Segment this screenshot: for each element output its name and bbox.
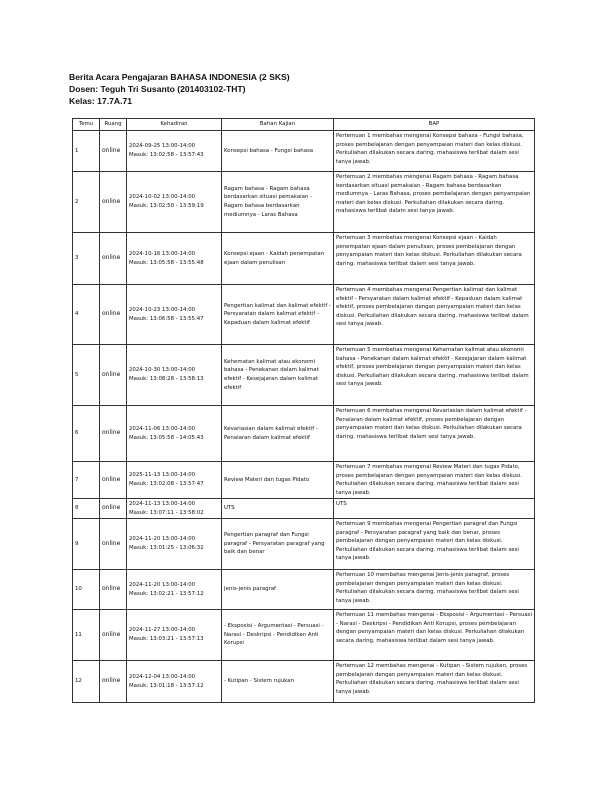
scheduled-time: 2024-11-20 13:00-14:00 bbox=[129, 581, 196, 588]
room-cell: online bbox=[100, 610, 127, 661]
scheduled-time: 2024-11-27 13:00-14:00 bbox=[129, 627, 196, 634]
room-cell: online bbox=[100, 499, 127, 519]
check-in-time: Masuk: 13:05:58 - 13:55:48 bbox=[129, 259, 204, 266]
check-in-time: Masuk: 13:07:11 - 13:58:02 bbox=[129, 509, 204, 516]
room-cell: online bbox=[100, 661, 127, 703]
meeting-number: 2 bbox=[73, 172, 100, 233]
table-row bbox=[73, 131, 535, 172]
document-header bbox=[69, 71, 541, 119]
check-in-time: Masuk: 13:01:18 - 13:57:12 bbox=[129, 682, 204, 689]
study-material-cell: Pengertian paragraf dan Fungsi paragraf - Persyaratan paragraf yang baik dan benar bbox=[222, 519, 334, 570]
attendance-cell bbox=[127, 131, 222, 172]
table-row bbox=[73, 285, 535, 345]
meeting-number: 3 bbox=[73, 233, 100, 285]
table-row bbox=[73, 406, 535, 462]
bap-cell: Pertemuan 3 membahas mengenai Konsepsi ejaan - Kaidah penempatan ejaan dalam penulisan, proses pembelajaran dengan penyampaian materi dan kelas diskusi. Perkuliahan dilakukan secara daring. mahasiswa terlibat dalam sesi tanya jawab. bbox=[334, 233, 535, 285]
attendance-cell bbox=[127, 462, 222, 499]
lecturer-line: Dosen: Teguh Tri Susanto (201403102-THT) bbox=[69, 84, 246, 94]
table-row bbox=[73, 345, 535, 406]
attendance-cell bbox=[127, 172, 222, 233]
scheduled-time: 2024-11-13 13:00-14:00 bbox=[129, 500, 196, 507]
study-material-cell: - Eksposisi - Argumentasi - Persuasi - Narasi - Deskripsi - Pendidikan Anti Korupsi bbox=[222, 610, 334, 661]
check-in-time: Masuk: 13:05:58 - 14:05:43 bbox=[129, 434, 204, 441]
meeting-number: 5 bbox=[73, 345, 100, 406]
document-title: Berita Acara Pengajaran BAHASA INDONESIA (2 SKS) bbox=[69, 72, 290, 82]
class-line: Kelas: 17.7A.71 bbox=[69, 96, 133, 106]
room-cell: online bbox=[100, 172, 127, 233]
scheduled-time: 2024-10-23 13:00-14:00 bbox=[129, 306, 196, 313]
check-in-time: Masuk: 13:02:21 - 13:57:12 bbox=[129, 590, 204, 597]
study-material-cell: Kevariasian dalam kalimat efektif - Penalaran dalam kalimat efektif bbox=[222, 406, 334, 462]
check-in-time: Masuk: 13:08:28 - 13:58:13 bbox=[129, 376, 204, 382]
meeting-number: 1 bbox=[73, 131, 100, 172]
study-material-cell: Ragam bahasa - Ragam bahasa berdasarkan situasi pemakaian - Ragam bahasa berdasarkan mediumnya - Laras Bahasa bbox=[222, 172, 334, 233]
room-cell: online bbox=[100, 406, 127, 462]
scheduled-time: 2024-10-16 13:00-14:00 bbox=[129, 250, 196, 257]
scheduled-time: 2024-10-30 13:00-14:00 bbox=[129, 367, 196, 374]
room-cell: online bbox=[100, 519, 127, 570]
attendance-cell bbox=[127, 661, 222, 703]
attendance-table bbox=[72, 118, 535, 703]
scheduled-time: 2024-12-04 13:00-14:00 bbox=[129, 673, 196, 680]
table-row bbox=[73, 661, 535, 703]
meeting-number: 11 bbox=[73, 610, 100, 661]
meeting-number: 8 bbox=[73, 499, 100, 519]
column-header-ruang: Ruang bbox=[100, 119, 127, 131]
bap-cell: Pertemuan 7 membahas mengenai Review Materi dan tugas Pidato, proses pembelajaran dengan penyampaian materi dan kelas diskusi. Perkuliahan dilakukan secara daring. mahasiswa terlibat dalam sesi tanya jawab. bbox=[334, 462, 535, 499]
room-cell: online bbox=[100, 462, 127, 499]
meeting-number: 4 bbox=[73, 285, 100, 345]
attendance-cell bbox=[127, 570, 222, 610]
attendance-cell bbox=[127, 610, 222, 661]
study-material-cell: Pengertian kalimat dan kalimat efektif - Persyaratan dalam kalimat efektif - Kepaduan dalam kalimat efektif bbox=[222, 285, 334, 345]
column-header-bahan-kajian: Bahan Kajian bbox=[222, 119, 334, 131]
table-row bbox=[73, 570, 535, 610]
bap-cell: Pertemuan 1 membahas mengenai Konsepsi bahasa - Fungsi bahasa, proses pembelajaran dengan penyampaian materi dan kelas diskusi. Perkuliahan dilakukan secara daring. mahasiswa terlibat dalam sesi tanya jawab. bbox=[334, 131, 535, 172]
study-material-cell: Kehematan kalimat atau ekonomi bahasa - Penekanan dalam kalimat efektif - Kesejajaran dalam kalimat efektif bbox=[222, 345, 334, 406]
attendance-cell bbox=[127, 519, 222, 570]
column-header-kehadiran: Kehadiran bbox=[127, 119, 222, 131]
room-cell: online bbox=[100, 570, 127, 610]
meeting-number: 7 bbox=[73, 462, 100, 499]
meeting-number: 9 bbox=[73, 519, 100, 570]
attendance-cell bbox=[127, 345, 222, 406]
meeting-number: 12 bbox=[73, 661, 100, 703]
check-in-time: Masuk: 13:02:50 - 13:59:19 bbox=[129, 203, 204, 209]
bap-cell: Pertemuan 4 membahas mengenai Pengertian kalimat dan kalimat efektif - Persyaratan dalam kalimat efektif - Kepaduan dalam kalimat efektif, proses pembelajaran dengan penyampaian materi dan kelas diskusi. Perkuliahan dilakukan secara daring. mahasiswa terlibat dalam sesi tanya jawab. bbox=[334, 285, 535, 345]
table-row bbox=[73, 462, 535, 499]
meeting-number: 6 bbox=[73, 406, 100, 462]
room-cell: online bbox=[100, 233, 127, 285]
attendance-cell bbox=[127, 233, 222, 285]
table-row bbox=[73, 233, 535, 285]
table-row bbox=[73, 499, 535, 519]
check-in-time: Masuk: 13:01:25 - 13:06:32 bbox=[129, 545, 204, 551]
table-header-row bbox=[73, 119, 535, 131]
table-row bbox=[73, 172, 535, 233]
scheduled-time: 2024-09-25 13:00-14:00 bbox=[129, 143, 196, 150]
room-cell: online bbox=[100, 285, 127, 345]
study-material-cell: Konsepsi ejaan - Kaidah penempatan ejaan dalam penulisan bbox=[222, 233, 334, 285]
check-in-time: Masuk: 13:02:08 - 13:57:47 bbox=[129, 481, 204, 487]
check-in-time: Masuk: 13:03:21 - 13:57:13 bbox=[129, 636, 204, 642]
room-cell: online bbox=[100, 345, 127, 406]
attendance-cell bbox=[127, 406, 222, 462]
study-material-cell: Jenis-jenis paragraf bbox=[222, 570, 334, 610]
bap-cell: Pertemuan 10 membahas mengenai Jenis-jenis paragraf, proses pembelajaran dengan penyampaian materi dan kelas diskusi. Perkuliahan dilakukan secara daring. mahasiswa terlibat dalam sesi tanya jawab. bbox=[334, 570, 535, 610]
column-header-bap: BAP bbox=[334, 119, 535, 131]
bap-cell: Pertemuan 6 membahas mengenai Kevariasian dalam kalimat efektif - Penalaran dalam kalimat efektif, proses pembelajaran dengan penyampaian materi dan kelas diskusi. Perkuliahan dilakukan secara daring. mahasiswa terlibat dalam sesi tanya jawab. bbox=[334, 406, 535, 462]
bap-cell: Pertemuan 2 membahas mengenai Ragam bahasa - Ragam bahasa berdasarkan situasi pemakaian - Ragam bahasa berdasarkan mediumnya - Laras Bahasa, proses pembelajaran dengan penyampaian materi dan kelas diskusi. Perkuliahan dilakukan secara daring. mahasiswa terlibat dalam sesi tanya jawab. bbox=[334, 172, 535, 233]
bap-cell: Pertemuan 11 membahas mengenai - Eksposisi - Argumentasi - Persuasi - Narasi - Deskripsi - Pendidikan Anti Korupsi, proses pembelajaran dengan penyampaian materi dan kelas diskusi. Perkuliahan dilakukan secara daring. mahasiswa terlibat dalam sesi tanya jawab. bbox=[334, 610, 535, 661]
scheduled-time: 2024-11-06 13:00-14:00 bbox=[129, 425, 196, 432]
check-in-time: Masuk: 13:02:58 - 13:57:43 bbox=[129, 152, 204, 158]
bap-cell: Pertemuan 12 membahas mengenai - Kutipan - Sistem rujukan, proses pembelajaran dengan penyampaian materi dan kelas diskusi. Perkuliahan dilakukan secara daring. mahasiswa terlibat dalam sesi tanya jawab. bbox=[334, 661, 535, 703]
check-in-time: Masuk: 13:06:58 - 13:55:47 bbox=[129, 315, 204, 322]
bap-cell: Pertemuan 9 membahas mengenai Pengertian paragraf dan Fungsi paragraf - Persyaratan paragraf yang baik dan benar, proses pembelajaran dengan penyampaian materi dan kelas diskusi. Perkuliahan dilakukan secara daring. mahasiswa terlibat dalam sesi tanya jawab. bbox=[334, 519, 535, 570]
attendance-cell bbox=[127, 285, 222, 345]
study-material-cell: UTS bbox=[222, 499, 334, 519]
attendance-cell bbox=[127, 499, 222, 519]
meeting-number: 10 bbox=[73, 570, 100, 610]
study-material-cell: Konsepsi bahasa - Fungsi bahasa bbox=[222, 131, 334, 172]
table-row bbox=[73, 610, 535, 661]
bap-cell: UTS bbox=[334, 499, 535, 519]
bap-cell: Pertemuan 5 membahas mengenai Kehematan kalimat atau ekonomi bahasa - Penekanan dalam kalimat efektif - Kesejajaran dalam kalimat efektif, proses pembelajaran dengan penyampaian materi dan kelas diskusi. Perkuliahan dilakukan secara daring. mahasiswa terlibat dalam sesi tanya jawab. bbox=[334, 345, 535, 406]
scheduled-time: 2024-10-02 13:00-14:00 bbox=[129, 194, 196, 201]
room-cell: online bbox=[100, 131, 127, 172]
study-material-cell: - Kutipan - Sistem rujukan bbox=[222, 661, 334, 703]
study-material-cell: Review Materi dan tugas Pidato bbox=[222, 462, 334, 499]
table-row bbox=[73, 519, 535, 570]
column-header-temu: Temu bbox=[73, 119, 100, 131]
scheduled-time: 2024-11-20 13:00-14:00 bbox=[129, 536, 196, 543]
scheduled-time: 2025-11-13 13:00-14:00 bbox=[129, 472, 196, 479]
